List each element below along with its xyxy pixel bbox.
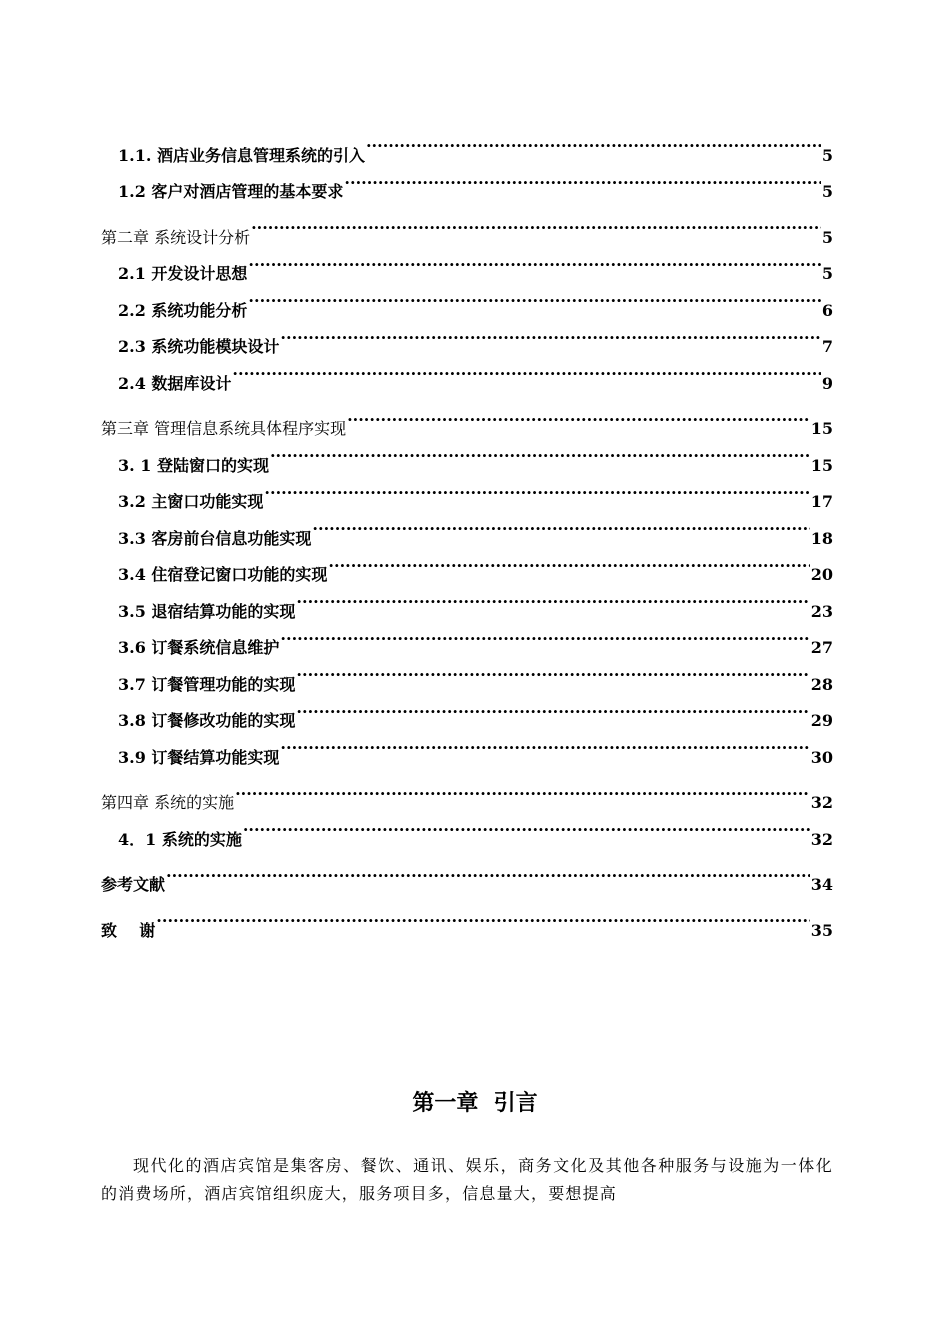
- toc-dot-leader: [280, 726, 809, 763]
- toc-dot-leader: [280, 316, 820, 353]
- toc-references-entry[interactable]: [101, 854, 833, 894]
- toc-entry-title: 参考文献: [101, 875, 166, 894]
- toc-page-number: 35: [810, 920, 833, 940]
- toc-entry-title: 3.4 住宿登记窗口功能的实现: [118, 565, 328, 584]
- toc-dot-leader: [232, 352, 820, 389]
- toc-chapter-entry[interactable]: [101, 772, 833, 812]
- chapter-paragraph: 现代化的酒店宾馆是集客房、餐饮、通讯、娱乐，商务文化及其他各种服务与设施为一体化的消费场所，酒店宾馆组织庞大，服务项目多，信息量大，要想提高: [101, 1156, 833, 1203]
- toc-entry-title: 3.7 订餐管理功能的实现: [118, 674, 296, 694]
- toc-entry-title: 1.2 客户对酒店管理的基本要求: [118, 182, 344, 201]
- toc-entry[interactable]: [101, 352, 833, 393]
- toc-entry[interactable]: [101, 808, 833, 849]
- toc-entry-title: 3.9 订餐结算功能实现: [118, 747, 280, 767]
- toc-page-number: 15: [810, 419, 833, 438]
- toc-dot-leader: [312, 507, 809, 544]
- toc-entry[interactable]: [101, 161, 833, 201]
- toc-entry-title: 第二章 系统设计分析: [101, 227, 251, 247]
- toc-page-number: 32: [810, 829, 833, 849]
- toc-entry-title: 3.2 主窗口功能实现: [118, 492, 264, 511]
- toc-page-number: 30: [810, 747, 833, 767]
- toc-dot-leader: [264, 471, 809, 508]
- toc-chapter-entry[interactable]: [101, 206, 833, 247]
- toc-page-number: 5: [821, 145, 833, 165]
- toc-entry[interactable]: [101, 544, 833, 584]
- toc-page-number: 5: [821, 227, 833, 247]
- toc-dot-leader: [248, 279, 820, 316]
- toc-dot-leader: [296, 653, 809, 690]
- toc-entry-title: 2.3 系统功能模块设计: [118, 337, 280, 356]
- toc-page-number: 18: [810, 528, 833, 548]
- toc-entry-title: 1.1. 酒店业务信息管理系统的引入: [118, 145, 365, 165]
- chapter-heading: 第一章 引言: [412, 1091, 538, 1116]
- toc-entry-title: 第四章 系统的实施: [101, 793, 235, 812]
- toc-entry-title: 致 谢: [101, 920, 156, 940]
- toc-entry[interactable]: [101, 434, 833, 475]
- toc-page-number: 27: [810, 638, 833, 657]
- toc-chapter-entry[interactable]: [101, 398, 833, 438]
- toc-dot-leader: [347, 398, 810, 435]
- toc-dot-leader: [296, 580, 809, 617]
- toc-page-number: 32: [810, 793, 833, 812]
- toc-dot-leader: [248, 243, 820, 280]
- toc-page-number: 7: [821, 337, 833, 356]
- toc-entry-title: 2.2 系统功能分析: [118, 300, 248, 320]
- toc-entry[interactable]: [101, 124, 833, 165]
- toc-entry-title: 3.5 退宿结算功能的实现: [118, 601, 296, 621]
- toc-entry[interactable]: [101, 690, 833, 730]
- toc-entry-title: 3.3 客房前台信息功能实现: [118, 528, 312, 548]
- table-of-contents: [101, 124, 833, 940]
- toc-dot-leader: [243, 808, 810, 845]
- toc-page-number: 34: [810, 875, 833, 894]
- toc-page-number: 28: [810, 674, 833, 694]
- toc-dot-leader: [366, 124, 821, 161]
- toc-page-number: 17: [810, 492, 833, 511]
- toc-page-number: 20: [810, 565, 833, 584]
- toc-entry[interactable]: [101, 243, 833, 283]
- toc-page-number: 9: [821, 373, 833, 393]
- toc-page-number: 5: [821, 182, 833, 201]
- toc-page-number: 23: [810, 601, 833, 621]
- toc-entry[interactable]: [101, 279, 833, 320]
- toc-dot-leader: [270, 434, 810, 471]
- toc-entry[interactable]: [101, 471, 833, 511]
- toc-page-number: 5: [821, 264, 833, 283]
- toc-page-number: 15: [810, 455, 833, 475]
- toc-dot-leader: [280, 617, 809, 654]
- toc-entry-title: 2.1 开发设计思想: [118, 264, 248, 283]
- toc-entry[interactable]: [101, 580, 833, 621]
- toc-entry-title: 2.4 数据库设计: [118, 373, 232, 393]
- toc-page-number: 29: [810, 711, 833, 730]
- toc-dot-leader: [251, 206, 821, 243]
- toc-entry[interactable]: [101, 726, 833, 767]
- toc-entry-title: 3. 1 登陆窗口的实现: [118, 455, 269, 475]
- toc-page-number: 6: [821, 300, 833, 320]
- toc-entry-title: 3.6 订餐系统信息维护: [118, 638, 280, 657]
- toc-acknowledgements-entry[interactable]: [101, 899, 833, 940]
- toc-entry[interactable]: [101, 507, 833, 548]
- toc-dot-leader: [166, 854, 810, 891]
- toc-entry-title: 第三章 管理信息系统具体程序实现: [101, 419, 347, 438]
- toc-dot-leader: [344, 161, 820, 198]
- toc-dot-leader: [235, 772, 810, 809]
- toc-dot-leader: [156, 899, 809, 936]
- toc-entry[interactable]: [101, 653, 833, 694]
- toc-entry[interactable]: [101, 617, 833, 657]
- toc-entry-title: 4．1 系统的实施: [118, 829, 242, 849]
- toc-entry-title: 3.8 订餐修改功能的实现: [118, 711, 296, 730]
- toc-entry[interactable]: [101, 316, 833, 356]
- toc-dot-leader: [296, 690, 809, 727]
- toc-dot-leader: [328, 544, 809, 581]
